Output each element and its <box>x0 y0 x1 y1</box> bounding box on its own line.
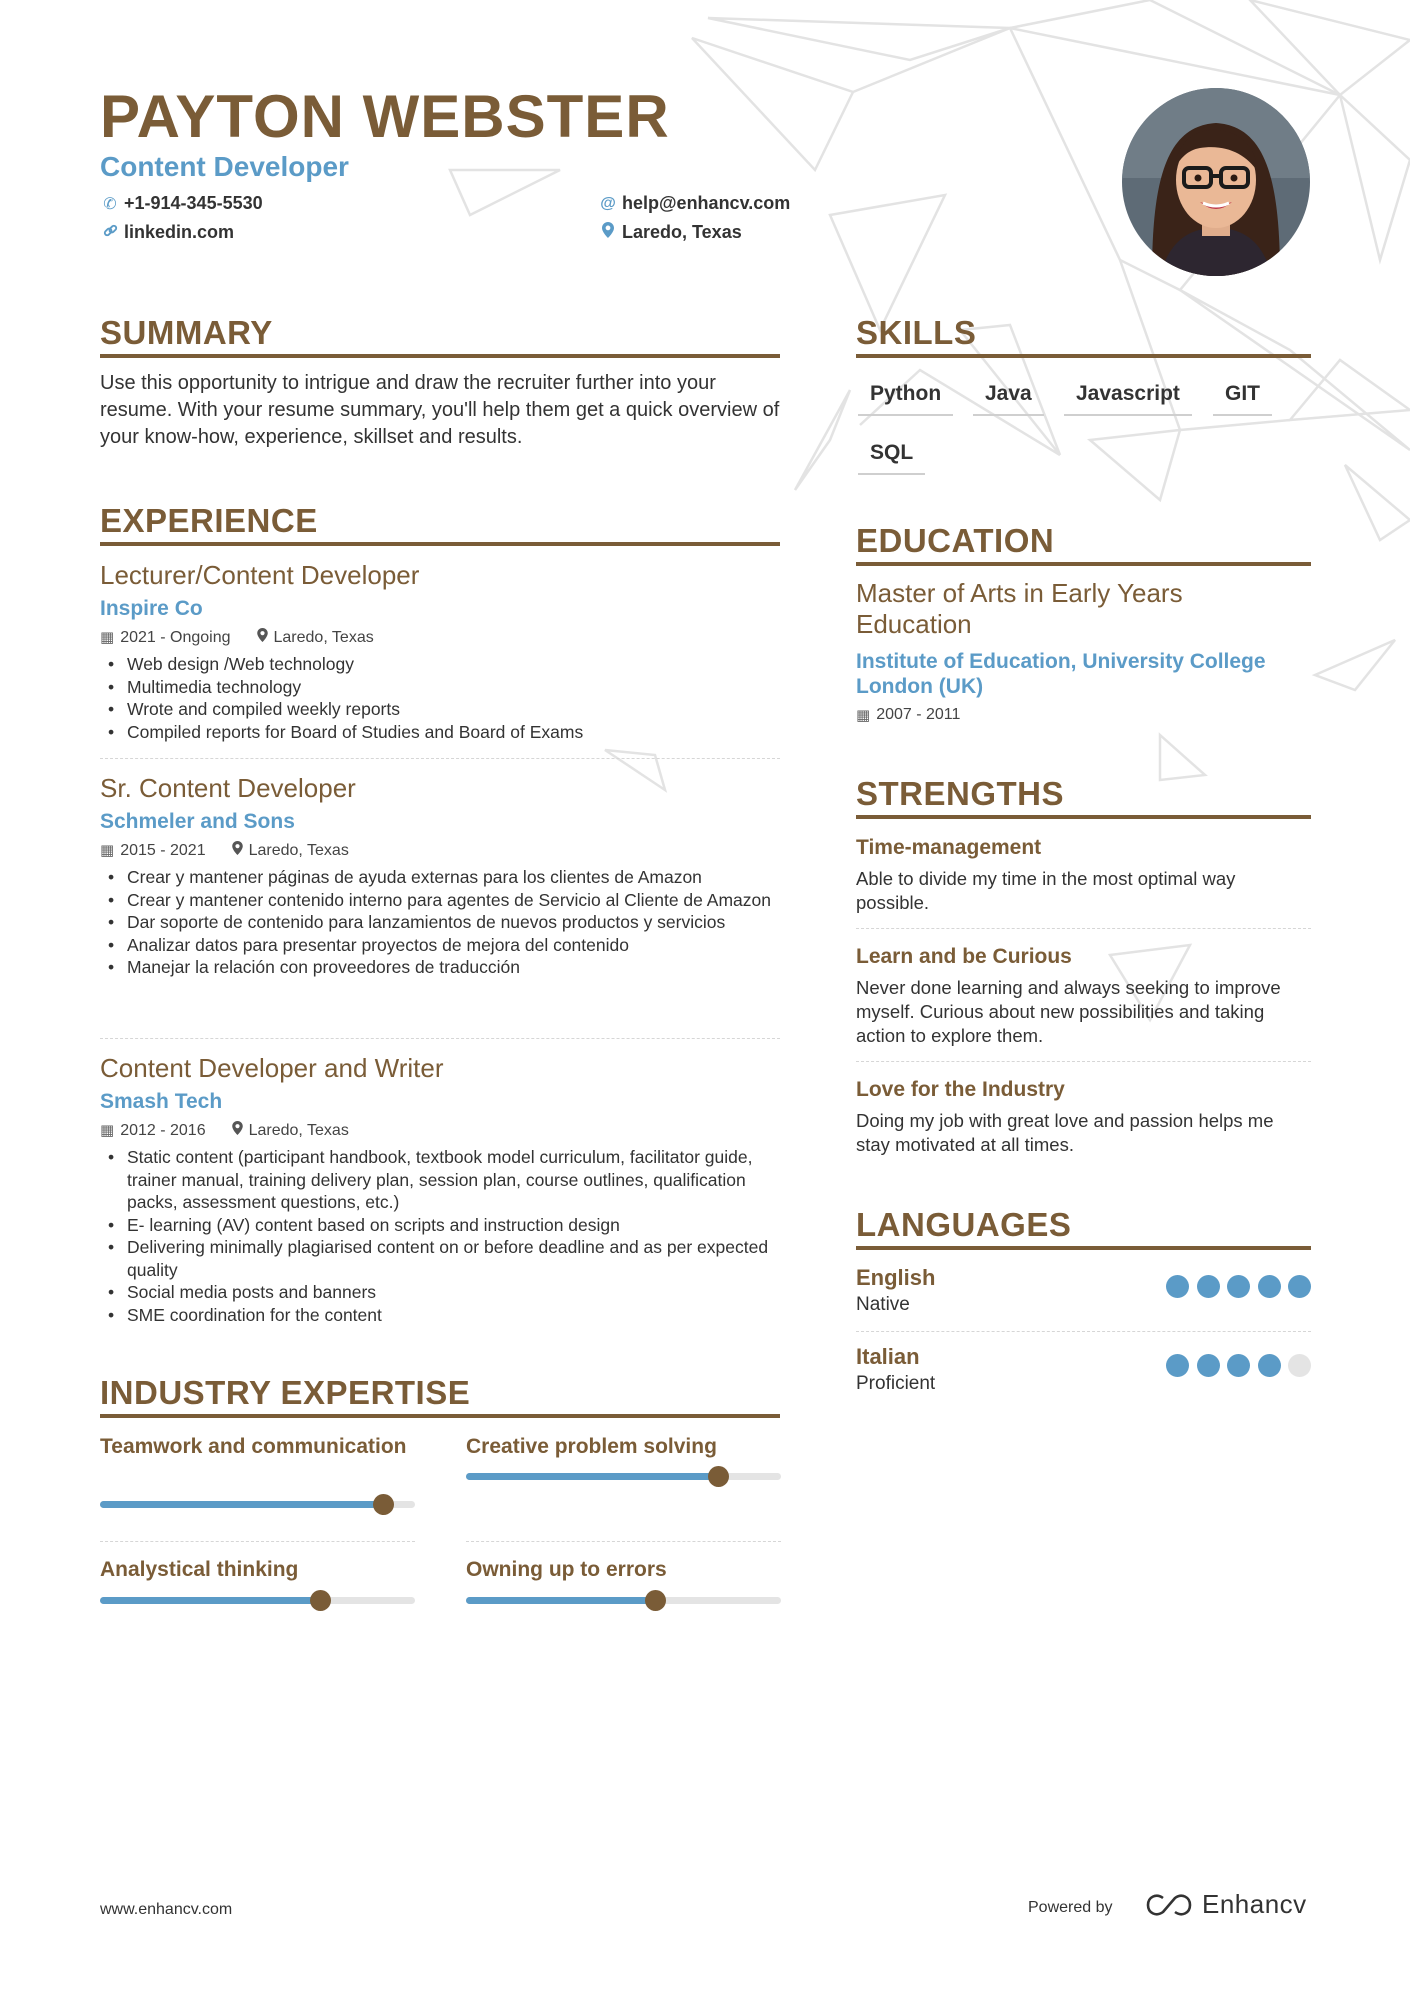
expertise-label: Analystical thinking <box>100 1558 299 1581</box>
expertise-fill <box>466 1473 718 1480</box>
job-bullet: • Compiled reports for Board of Studies and Board of Exams <box>100 721 780 744</box>
candidate-title: Content Developer <box>100 151 349 182</box>
summary-text: Use this opportunity to intrigue and draw the recruiter further into your resume. With your resume summary, you'll help them get a quick overview of your know-how, experience, skillset and results. <box>100 372 780 448</box>
strength-desc: Never done learning and always seeking to improve myself. Curious about new possibilities and taking action to explore them. <box>856 977 1281 1046</box>
language-dot <box>1197 1354 1220 1377</box>
expertise-knob <box>645 1590 666 1611</box>
job-entry <box>100 558 780 743</box>
skill-tag: Python <box>858 382 953 416</box>
phone-icon: ✆ <box>103 195 117 213</box>
job-bullet: • Crear y mantener contenido interno para agentes de Servicio al Cliente de Amazon <box>100 889 780 912</box>
language-dot <box>1288 1275 1311 1298</box>
job-company[interactable]: Smash Tech <box>100 1090 223 1113</box>
education-degree: Master of Arts in Early Years Education <box>856 578 1183 639</box>
job-bullet: • Manejar la relación con proveedores de traducción <box>100 956 780 979</box>
strength-item <box>856 1077 1311 1157</box>
language-divider <box>856 1331 1311 1332</box>
expertise-bar <box>466 1597 781 1604</box>
education-school[interactable]: Institute of Education, University College London (UK) <box>856 650 1266 698</box>
location-pin-icon <box>232 841 243 861</box>
contact-email[interactable] <box>598 193 790 214</box>
email-text: help@enhancv.com <box>622 193 791 213</box>
expertise-label: Owning up to errors <box>466 1558 667 1581</box>
job-meta <box>100 628 780 648</box>
expertise-knob <box>373 1494 394 1515</box>
language-name: Italian <box>856 1344 920 1369</box>
avatar <box>1122 88 1310 276</box>
location-pin-icon <box>598 222 618 243</box>
strength-title: Love for the Industry <box>856 1078 1065 1101</box>
job-meta <box>100 841 780 861</box>
link-icon <box>100 223 120 243</box>
expertise-knob <box>310 1590 331 1611</box>
languages-rule <box>856 1246 1311 1250</box>
job-location: Laredo, Texas <box>248 842 349 859</box>
languages-heading: LANGUAGES <box>856 1206 1072 1243</box>
phone-text: +1-914-345-5530 <box>124 193 263 213</box>
calendar-icon: ▦ <box>100 1122 115 1139</box>
language-dot <box>1258 1354 1281 1377</box>
job-divider <box>100 758 780 759</box>
job-bullet: • Social media posts and banners <box>100 1281 780 1304</box>
language-dot <box>1258 1275 1281 1298</box>
expertise-item <box>466 1433 781 1460</box>
job-company[interactable]: Schmeler and Sons <box>100 810 295 833</box>
expertise-divider <box>466 1541 781 1542</box>
expertise-item <box>100 1556 415 1583</box>
expertise-fill <box>100 1501 384 1508</box>
contact-phone[interactable] <box>100 193 263 214</box>
job-location: Laredo, Texas <box>273 629 374 646</box>
strengths-rule <box>856 815 1311 819</box>
job-entry <box>100 771 780 979</box>
education-rule <box>856 562 1311 566</box>
skill-tag: Java <box>973 382 1044 416</box>
language-name: English <box>856 1265 936 1290</box>
calendar-icon: ▦ <box>856 707 871 724</box>
job-bullet: • Delivering minimally plagiarised content on or before deadline and as per expected quality <box>100 1236 780 1281</box>
contact-location <box>598 222 742 243</box>
job-role: Lecturer/Content Developer <box>100 560 420 590</box>
strength-title: Learn and be Curious <box>856 945 1072 968</box>
location-pin-icon <box>257 628 268 648</box>
language-dot <box>1288 1354 1311 1377</box>
skills-heading: SKILLS <box>856 314 977 351</box>
location-pin-icon <box>232 1121 243 1141</box>
strength-item <box>856 944 1311 1048</box>
job-bullet: • Wrote and compiled weekly reports <box>100 698 780 721</box>
education-heading: EDUCATION <box>856 522 1055 559</box>
expertise-bar <box>466 1473 781 1480</box>
calendar-icon: ▦ <box>100 842 115 859</box>
language-dots <box>1159 1275 1312 1298</box>
skill-tag: SQL <box>858 441 925 475</box>
job-meta <box>100 1121 780 1141</box>
strength-divider <box>856 1061 1311 1062</box>
experience-heading: EXPERIENCE <box>100 502 318 539</box>
expertise-fill <box>466 1597 655 1604</box>
expertise-heading: INDUSTRY EXPERTISE <box>100 1374 471 1411</box>
job-role: Sr. Content Developer <box>100 773 356 803</box>
job-dates: 2021 - Ongoing <box>120 629 231 646</box>
linkedin-text: linkedin.com <box>124 222 235 242</box>
expertise-bar <box>100 1597 415 1604</box>
contact-linkedin[interactable] <box>100 222 234 243</box>
location-text: Laredo, Texas <box>622 222 742 242</box>
skill-tag: Javascript <box>1064 382 1192 416</box>
strengths-heading: STRENGTHS <box>856 775 1065 812</box>
at-icon: @ <box>600 194 616 212</box>
footer-logo[interactable] <box>1146 1889 1307 1920</box>
footer-powered-by: Powered by <box>1028 1899 1113 1916</box>
expertise-divider <box>100 1541 415 1542</box>
job-bullet: • Web design /Web technology <box>100 653 780 676</box>
language-dot <box>1197 1275 1220 1298</box>
skills-rule <box>856 354 1311 358</box>
language-dots <box>1159 1354 1312 1377</box>
job-bullets <box>100 866 780 979</box>
job-bullet: • E- learning (AV) content based on scripts and instruction design <box>100 1214 780 1237</box>
expertise-fill <box>100 1597 321 1604</box>
language-level: Proficient <box>856 1373 936 1394</box>
strength-divider <box>856 928 1311 929</box>
job-bullets <box>100 653 780 743</box>
expertise-bar <box>100 1501 415 1508</box>
summary-rule <box>100 354 780 358</box>
expertise-rule <box>100 1414 780 1418</box>
language-level: Native <box>856 1294 910 1315</box>
job-bullet: • Analizar datos para presentar proyectos de mejora del contenido <box>100 934 780 957</box>
strength-desc: Doing my job with great love and passion helps me stay motivated at all times. <box>856 1110 1274 1155</box>
strength-title: Time-management <box>856 836 1042 859</box>
job-role: Content Developer and Writer <box>100 1053 444 1083</box>
job-dates: 2012 - 2016 <box>120 1122 206 1139</box>
job-dates: 2015 - 2021 <box>120 842 206 859</box>
job-location: Laredo, Texas <box>248 1122 349 1139</box>
job-bullets <box>100 1146 780 1326</box>
expertise-item <box>466 1556 781 1583</box>
language-dot <box>1227 1354 1250 1377</box>
language-dot <box>1166 1275 1189 1298</box>
language-dot <box>1166 1354 1189 1377</box>
footer-website[interactable]: www.enhancv.com <box>100 1901 233 1918</box>
job-bullet: • SME coordination for the content <box>100 1304 780 1327</box>
expertise-item <box>100 1433 415 1460</box>
footer-brand: Enhancv <box>1202 1889 1307 1919</box>
education-dates: 2007 - 2011 <box>876 706 961 723</box>
language-item <box>856 1265 1311 1317</box>
language-item <box>856 1344 1311 1396</box>
expertise-label: Creative problem solving <box>466 1435 717 1458</box>
job-entry <box>100 1051 780 1326</box>
strength-desc: Able to divide my time in the most optimal way possible. <box>856 868 1236 913</box>
job-divider <box>100 1038 780 1039</box>
job-bullet: • Crear y mantener páginas de ayuda externas para los clientes de Amazon <box>100 866 780 889</box>
experience-rule <box>100 542 780 546</box>
summary-heading: SUMMARY <box>100 314 273 351</box>
expertise-label: Teamwork and communication <box>100 1435 407 1458</box>
expertise-knob <box>708 1466 729 1487</box>
job-bullet: • Multimedia technology <box>100 676 780 699</box>
education-dates-row <box>856 706 960 724</box>
candidate-name: PAYTON WEBSTER <box>100 83 670 150</box>
enhancv-logo-icon <box>1146 1894 1192 1916</box>
skill-tag: GIT <box>1213 382 1272 416</box>
calendar-icon: ▦ <box>100 629 115 646</box>
job-company[interactable]: Inspire Co <box>100 597 203 620</box>
job-bullet: • Dar soporte de contenido para lanzamientos de nuevos productos y servicios <box>100 911 780 934</box>
strength-item <box>856 835 1311 915</box>
job-bullet: • Static content (participant handbook, textbook model curriculum, facilitator guide, trainer manual, training delivery plan, session plan, course outlines, qualification packs, assessment questions, etc.) <box>100 1146 780 1214</box>
language-dot <box>1227 1275 1250 1298</box>
